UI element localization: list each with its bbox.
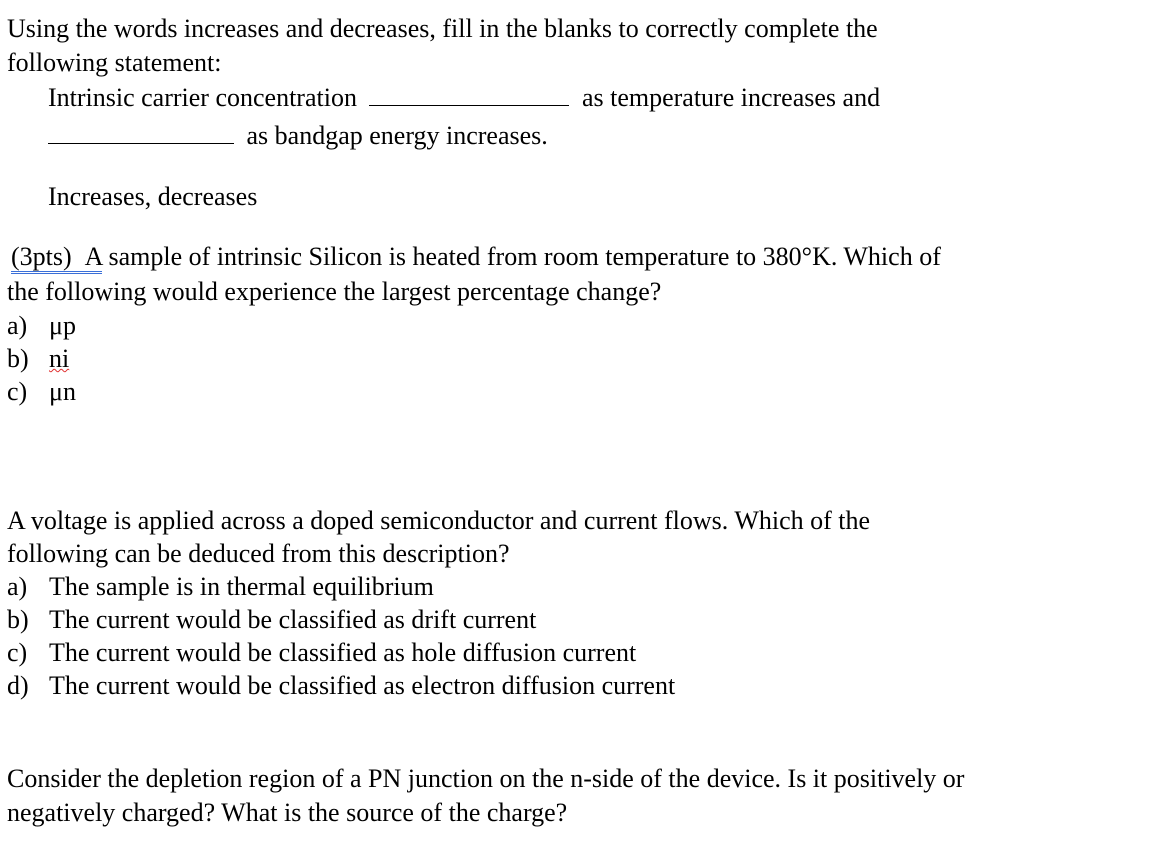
q2-option-b — [7, 344, 69, 374]
q3-line2: following can be deduced from this description? — [7, 539, 510, 568]
q2-option-a — [7, 311, 76, 341]
option-letter: c) — [7, 638, 28, 667]
q2-sample-a: A — [84, 242, 103, 271]
option-text: μn — [49, 377, 76, 406]
q1-line1: Using the words increases and decreases, fill in the blanks to correctly complete the — [7, 14, 878, 43]
option-letter: a) — [7, 572, 28, 601]
option-text: The sample is in thermal equilibrium — [49, 572, 434, 601]
option-text: The current would be classified as hole diffusion current — [49, 638, 637, 667]
q1-statement-line2 — [48, 121, 548, 151]
blank-2 — [48, 121, 234, 144]
q2-points-sample — [11, 242, 102, 274]
q2-points: (3pts) — [11, 242, 72, 271]
option-letter: c) — [7, 377, 28, 406]
q1-line2: following statement: — [7, 48, 222, 77]
q1-statement-part2: as temperature increases and — [581, 83, 881, 112]
option-letter: d) — [7, 671, 29, 700]
q3-option-c — [7, 638, 636, 668]
q1-statement-part1: Intrinsic carrier concentration — [48, 83, 357, 112]
q3-option-b — [7, 605, 536, 635]
q1-answer: Increases, decreases — [48, 182, 258, 211]
q1-statement-line1 — [48, 83, 880, 113]
q2-line2: the following would experience the largest percentage change? — [7, 277, 662, 306]
option-letter: a) — [7, 311, 28, 340]
option-text: ni — [49, 344, 70, 373]
q2-option-c — [7, 377, 76, 407]
q3-line1: A voltage is applied across a doped semiconductor and current flows. Which of the — [7, 506, 871, 535]
q2-line1-rest: sample of intrinsic Silicon is heated from room temperature to 380°K. Which of — [102, 242, 941, 271]
option-text: The current would be classified as drift current — [49, 605, 537, 634]
q4-line1: Consider the depletion region of a PN junction on the n-side of the device. Is it positively or — [7, 764, 965, 793]
q4-line2: negatively charged? What is the source of the charge? — [7, 798, 568, 827]
q3-option-d — [7, 671, 675, 701]
option-letter: b) — [7, 605, 29, 634]
q2-line1 — [11, 242, 941, 272]
blank-1 — [369, 83, 569, 106]
option-text: The current would be classified as electron diffusion current — [49, 671, 676, 700]
option-text: μp — [49, 311, 76, 340]
q3-option-a — [7, 572, 434, 602]
option-letter: b) — [7, 344, 29, 373]
q1-statement-part3: as bandgap energy increases. — [246, 121, 548, 150]
